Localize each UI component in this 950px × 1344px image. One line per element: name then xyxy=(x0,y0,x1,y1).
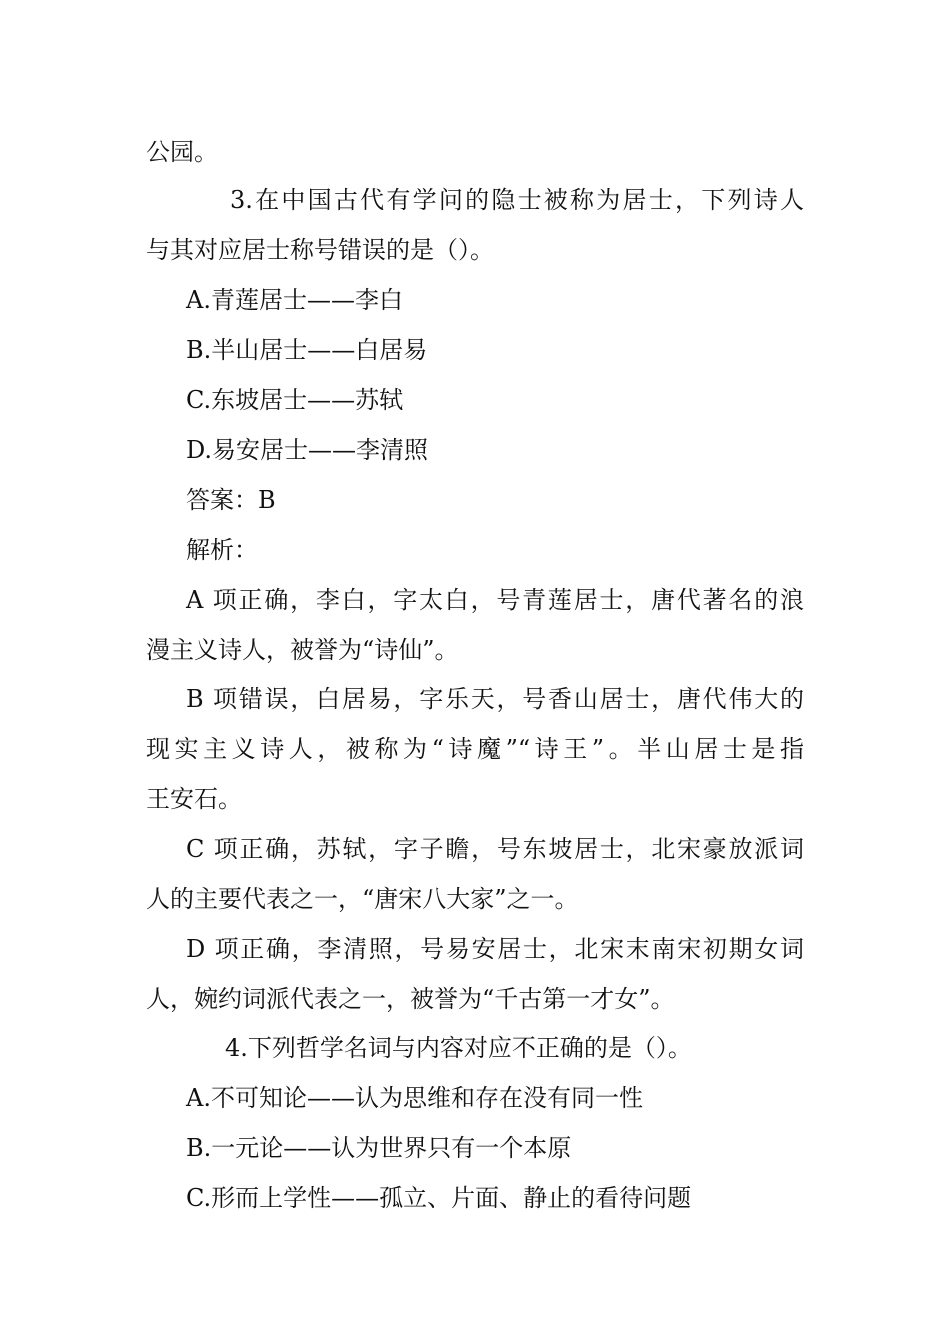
analysis-c-line-1: C 项正确，苏轼，字子瞻，号东坡居士，北宋豪放派词 xyxy=(186,835,804,863)
question-3-stem-line-2: 与其对应居士称号错误的是（）。 xyxy=(146,236,494,264)
analysis-b-line-2: 现实主义诗人，被称为“诗魔”“诗王”。半山居士是指 xyxy=(146,735,804,763)
analysis-d-line-2: 人，婉约词派代表之一，被誉为“千古第一才女”。 xyxy=(146,985,675,1013)
question-3-stem-line-1: 3.在中国古代有学问的隐士被称为居士，下列诗人 xyxy=(230,186,804,214)
text-line-continuation: 公园。 xyxy=(146,138,218,166)
question-3-option-a: A.青莲居士——李白 xyxy=(186,286,403,314)
analysis-a-line-2: 漫主义诗人，被誉为“诗仙”。 xyxy=(146,636,459,664)
question-4-stem: 4.下列哲学名词与内容对应不正确的是（）。 xyxy=(225,1034,692,1062)
question-4-option-b: B.一元论——认为世界只有一个本原 xyxy=(186,1134,572,1162)
question-3-option-d: D.易安居士——李清照 xyxy=(186,436,429,464)
question-3-answer: 答案：B xyxy=(186,486,276,514)
question-3-option-b: B.半山居士——白居易 xyxy=(186,336,428,364)
question-4-option-c: C.形而上学性——孤立、片面、静止的看待问题 xyxy=(186,1184,692,1212)
analysis-b-line-1: B 项错误，白居易，字乐天，号香山居士，唐代伟大的 xyxy=(186,685,804,713)
analysis-c-line-2: 人的主要代表之一，“唐宋八大家”之一。 xyxy=(146,885,579,913)
analysis-b-line-3: 王安石。 xyxy=(146,785,242,813)
question-3-option-c: C.东坡居士——苏轼 xyxy=(186,386,404,414)
analysis-d-line-1: D 项正确，李清照，号易安居士，北宋末南宋初期女词 xyxy=(186,935,804,963)
question-4-option-a: A.不可知论——认为思维和存在没有同一性 xyxy=(186,1084,643,1112)
question-3-analysis-label: 解析： xyxy=(186,536,258,564)
analysis-a-line-1: A 项正确，李白，字太白，号青莲居士，唐代著名的浪 xyxy=(186,586,804,614)
